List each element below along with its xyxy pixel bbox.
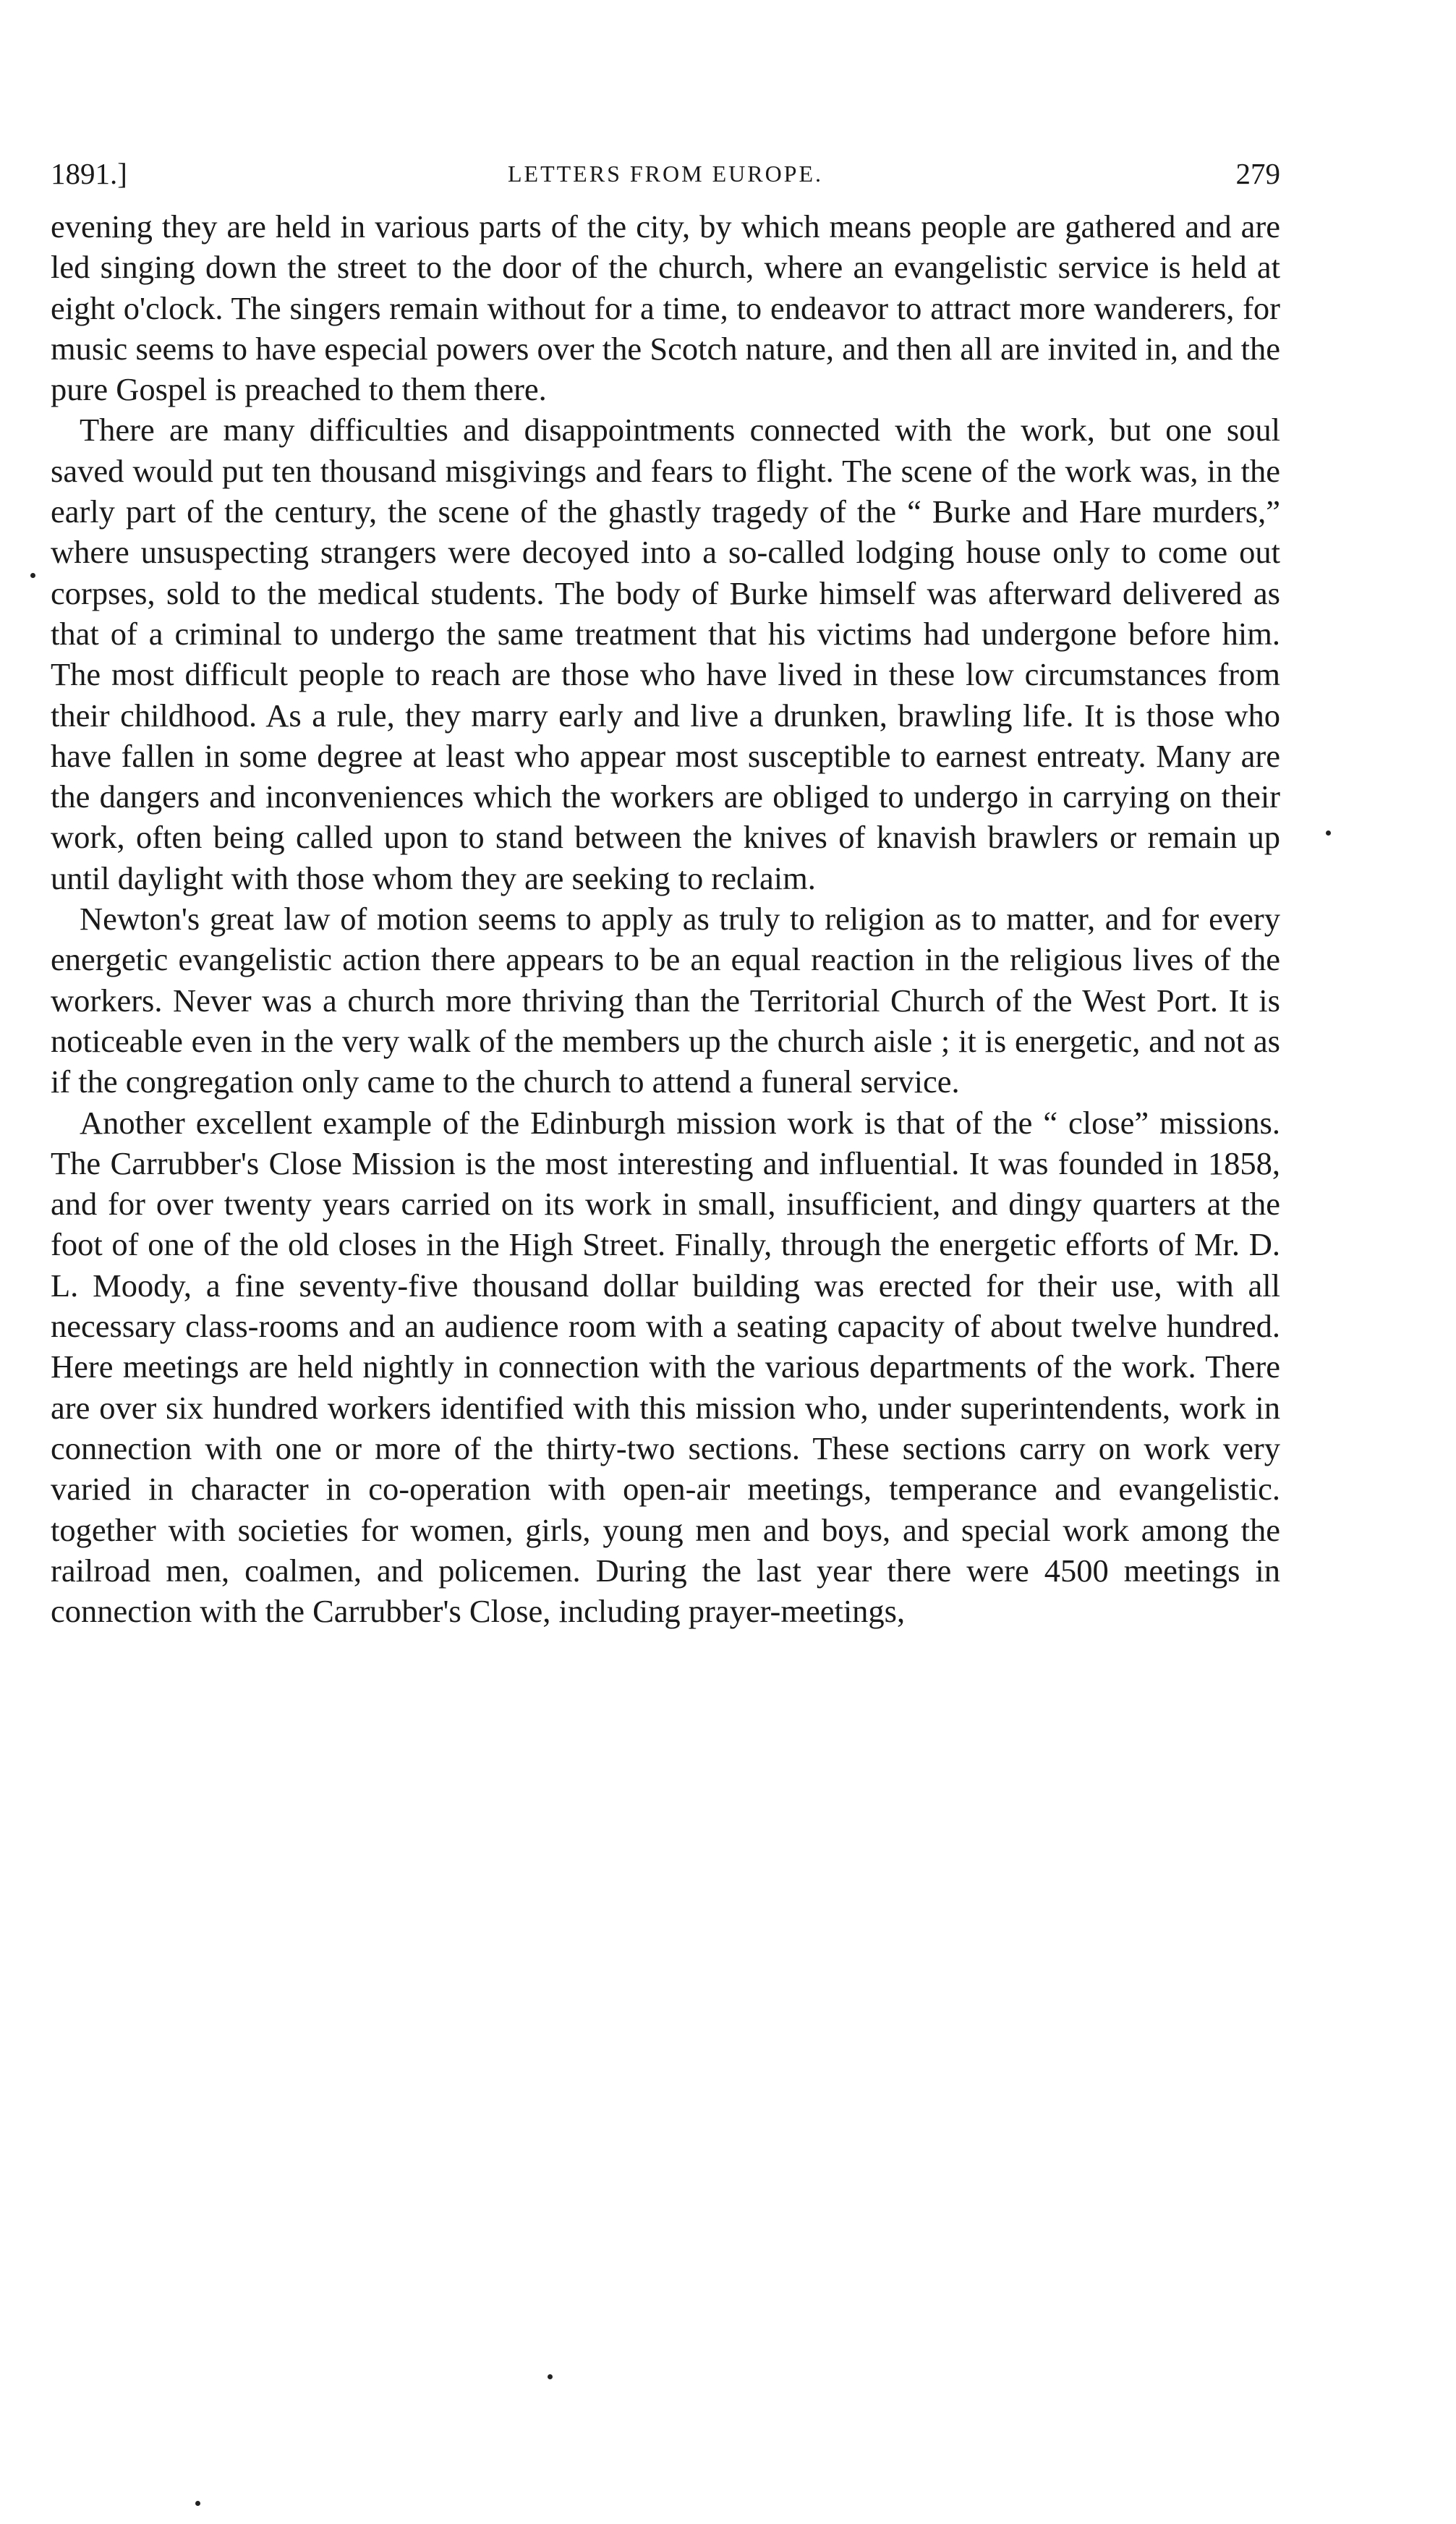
scan-speck xyxy=(195,2501,200,2506)
scan-speck xyxy=(30,573,35,578)
scan-speck xyxy=(1326,830,1331,836)
scan-speck xyxy=(548,2374,553,2379)
body-text xyxy=(51,206,1280,1631)
page-number: 279 xyxy=(1235,157,1280,190)
header-title: LETTERS FROM EUROPE. xyxy=(507,161,824,187)
paragraph-4: Another excellent example of the Edinburgh mission work is that of the “ close” missions. The Carrubber's Close Mission is the most interesting and influential. It was founded in 1858, and for over twenty years carried on its work in small, insufficient, and dingy quarters at the foot of one of the old closes in the High Street. Finally, through the energetic efforts of Mr. D. L. Moody, a fine seventy-five thousand dollar building was erected for their use, with all necessary class-rooms and an audience room with a seating capacity of about twelve hundred. Here meetings are held nightly in connection with the various departments of the work. There are over six hundred workers identified with this mission who, under superintendents, work in connection with one or more of the thirty-two sections. These sections carry on work very varied in character in co-operation with open-air meetings, temperance and evangelistic. together with societies for women, girls, young men and boys, and special work among the railroad men, coalmen, and policemen. During the last year there were 4500 meetings in connection with the Carrubber's Close, including prayer-meetings, xyxy=(51,1104,1280,1630)
running-head xyxy=(51,148,1280,199)
paragraph-3: Newton's great law of motion seems to apply as truly to religion as to matter, and for every energetic evangelistic action there appears to be an equal reaction in the religious lives of the workers. Never was a church more thriving than the Territorial Church of the West Port. It is noticeable even in the very walk of the members up the church aisle ; it is energetic, and not as if the congregation only came to the church to attend a funeral service. xyxy=(51,901,1280,1100)
paragraph-1: evening they are held in various parts of the city, by which means people are gathered and are led singing down the street to the door of the church, where an evangelistic service is held at eight o'clock. The singers remain without for a time, to endeavor to attract more wanderers, for music seems to have especial powers over the Scotch nature, and then all are invited in, and the pure Gospel is preached to them there. xyxy=(51,208,1280,408)
paragraph-2: There are many difficulties and disappointments connected with the work, but one soul saved would put ten thousand misgivings and fears to flight. The scene of the work was, in the early part of the century, the scene of the ghastly tragedy of the “ Burke and Hare murders,” where unsuspecting strangers were decoyed into a so-called lodging house only to come out corpses, sold to the medical students. The body of Burke himself was afterward delivered as that of a criminal to undergo the same treatment that his victims had undergone before him. The most difficult people to reach are those who have lived in these low circumstances from their childhood. As a rule, they marry early and live a drunken, brawling life. It is those who have fallen in some degree at least who appear most susceptible to earnest entreaty. Many are the dangers and inconveniences which the workers are obliged to undergo in carrying on their work, often being called upon to stand between the knives of knavish brawlers or remain up until daylight with those whom they are seeking to reclaim. xyxy=(51,412,1280,896)
header-year: 1891.] xyxy=(51,157,127,190)
